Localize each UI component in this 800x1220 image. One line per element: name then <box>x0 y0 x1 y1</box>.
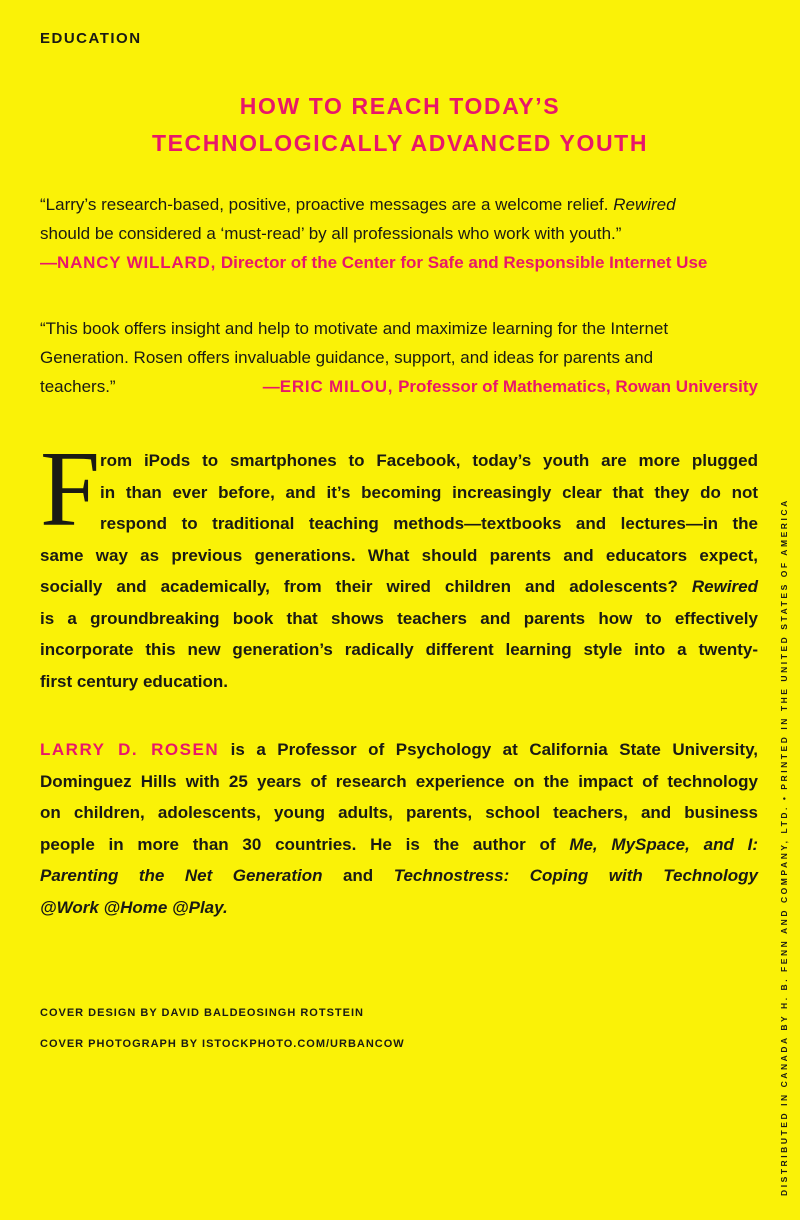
testimonial-2-line-2: Generation. Rosen offers invaluable guidance, support, and ideas for parents and <box>40 348 654 367</box>
testimonial-2-line-1: “This book offers insight and help to motivate and maximize learning for the Internet <box>40 319 669 338</box>
headline <box>40 88 760 162</box>
description-text: socially and academically, from their wired children and adolescents? <box>40 577 692 596</box>
bio-text: is a Professor of Psychology at California State University, <box>219 740 758 759</box>
description-line: respond to traditional teaching methods—textbooks and lectures—in the <box>100 514 758 533</box>
testimonial-2-line-3 <box>40 372 758 401</box>
description-line: is a groundbreaking book that shows teachers and parents how to effectively <box>40 608 758 628</box>
attribution-name: NANCY WILLARD, <box>57 253 217 272</box>
description-line: in than ever before, and it’s becoming increasingly clear that they do not <box>100 482 758 502</box>
book-title-italic: Rewired <box>691 577 758 596</box>
attribution-title: Director of the Center for Safe and Responsible Internet Use <box>216 253 708 272</box>
testimonial-1-text-a: “Larry’s research-based, positive, proactive messages are a welcome relief. <box>40 195 614 214</box>
author-name: LARRY D. ROSEN <box>40 740 220 759</box>
attribution-name: ERIC MILOU, <box>279 377 394 396</box>
author-bio <box>40 734 758 923</box>
headline-line-1: HOW TO REACH TODAY’S <box>239 93 561 119</box>
attribution-dash: — <box>262 377 280 396</box>
description-line: incorporate this new generation’s radically different learning style into a twenty- <box>40 640 758 659</box>
headline-line-2: TECHNOLOGICALLY ADVANCED YOUTH <box>151 130 649 156</box>
book-title-italic: Parenting the Net Generation <box>40 866 323 885</box>
bio-line: on children, adolescents, young adults, parents, school teachers, and business <box>40 803 758 822</box>
bio-line <box>40 892 758 924</box>
book-title-italic: @Work @Home @Play. <box>40 897 228 917</box>
book-title-italic: Me, MySpace, and I: <box>569 834 758 854</box>
book-title-italic: Rewired <box>613 195 676 214</box>
distribution-notice: DISTRIBUTED IN CANADA BY H. B. FENN AND COMPANY, LTD. • PRINTED IN THE UNITED STATES OF AMERICA <box>779 498 789 1196</box>
testimonial-1-line-2: should be considered a ‘must-read’ by all professionals who work with youth.” <box>40 224 622 243</box>
bio-line <box>40 829 758 861</box>
cover-design-credit: COVER DESIGN BY DAVID BALDEOSINGH ROTSTEIN <box>40 1007 364 1019</box>
testimonial-2 <box>40 314 758 401</box>
description-line: same way as previous generations. What should parents and educators expect, <box>40 545 758 565</box>
book-title-italic: Technostress: Coping with Technology <box>393 866 758 885</box>
description-line <box>40 571 758 603</box>
testimonial-2-text-end: teachers.” <box>40 377 116 396</box>
bio-text: people in more than 30 countries. He is the author of <box>40 834 570 854</box>
bio-text: and <box>322 866 394 885</box>
cover-photo-credit: COVER PHOTOGRAPH BY ISTOCKPHOTO.COM/URBANCOW <box>40 1038 405 1050</box>
bio-line <box>40 860 758 892</box>
attribution-title: Professor of Mathematics, Rowan University <box>393 377 758 396</box>
attribution-dash: — <box>40 253 57 272</box>
testimonial-2-attribution <box>263 372 758 401</box>
bio-line: Dominguez Hills with 25 years of research experience on the impact of technology <box>40 771 758 791</box>
description-line: rom iPods to smartphones to Facebook, today’s youth are more plugged <box>100 451 758 470</box>
description-paragraph <box>40 430 758 697</box>
testimonial-1 <box>40 190 758 277</box>
drop-cap: F <box>40 430 101 549</box>
testimonial-1-attribution <box>40 248 758 277</box>
description-line: first century education. <box>40 671 228 691</box>
bio-line <box>40 734 758 766</box>
category-label: EDUCATION <box>40 30 142 47</box>
testimonial-1-line-1 <box>40 190 758 219</box>
cover-credits <box>40 998 405 1060</box>
